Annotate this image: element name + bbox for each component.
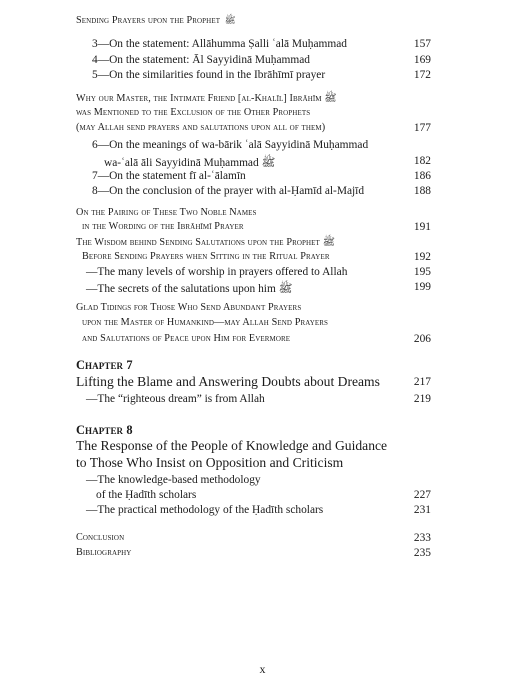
toc-entry[interactable] bbox=[0, 122, 525, 133]
running-head-title: Sending Prayers upon the Prophet bbox=[76, 15, 221, 26]
entry-text: in the Wording of the Ibrāhīmī Prayer bbox=[82, 221, 244, 232]
toc-entry bbox=[0, 139, 525, 151]
entry-text: 4—On the statement: Āl Sayyidinā Muḥammad bbox=[92, 54, 310, 66]
entry-text: 6—On the meanings of wa-bārik ʿalā Sayyidinā Muḥammad bbox=[92, 139, 369, 151]
entry-text: On the Pairing of These Two Noble Names bbox=[76, 207, 257, 218]
toc-entry[interactable] bbox=[0, 333, 525, 344]
toc-entry[interactable] bbox=[0, 489, 525, 501]
entry-text: —The knowledge-based methodology bbox=[86, 474, 261, 486]
entry-text: Bibliography bbox=[76, 547, 132, 558]
entry-text: —The many levels of worship in prayers offered to Allah bbox=[86, 266, 348, 278]
entry-text: —The practical methodology of the Ḥadīth scholars bbox=[86, 504, 324, 516]
entry-text: was Mentioned to the Exclusion of the Other Prophets bbox=[76, 107, 311, 118]
toc-entry bbox=[0, 107, 525, 118]
chapter-8-title-line1[interactable]: The Response of the People of Knowledge and Guidance bbox=[76, 438, 388, 453]
toc-entry[interactable] bbox=[0, 69, 525, 81]
entry-text: The Wisdom behind Sending Salutations upon the Prophet ﷺ bbox=[76, 237, 335, 248]
entry-page: 169 bbox=[413, 54, 431, 66]
toc-entry bbox=[0, 236, 525, 251]
entry-text: Before Sending Prayers when Sitting in the Ritual Prayer bbox=[82, 251, 330, 262]
toc-entry-bibliography[interactable] bbox=[0, 547, 525, 558]
entry-text: 5—On the similarities found in the Ibrāhīmī prayer bbox=[92, 69, 326, 81]
toc-entry[interactable] bbox=[0, 221, 525, 232]
entry-text: of the Ḥadīth scholars bbox=[96, 489, 197, 501]
entry-page: 231 bbox=[413, 504, 431, 516]
toc-entry[interactable] bbox=[0, 54, 525, 66]
toc-entry[interactable] bbox=[0, 393, 525, 405]
entry-page: 199 bbox=[413, 281, 431, 293]
entry-page: 219 bbox=[413, 393, 431, 405]
toc-entry bbox=[0, 302, 525, 313]
toc-entry[interactable] bbox=[0, 281, 525, 298]
entry-page: 186 bbox=[413, 170, 431, 182]
toc-entry bbox=[0, 317, 525, 328]
page-number: x bbox=[259, 662, 266, 676]
entry-text: Why our Master, the Intimate Friend [al-Khalīl] Ibrāhīm ﷺ bbox=[76, 93, 337, 104]
entry-text: upon the Master of Humankind—may Allah Send Prayers bbox=[82, 317, 329, 328]
toc-entry[interactable] bbox=[0, 266, 525, 278]
toc-entry[interactable] bbox=[0, 185, 525, 197]
toc-entry[interactable] bbox=[0, 251, 525, 262]
entry-text: 3—On the statement: Allāhumma Ṣalli ʿalā Muḥammad bbox=[92, 38, 347, 50]
entry-page: 227 bbox=[413, 489, 431, 501]
chapter-7-title[interactable]: Lifting the Blame and Answering Doubts about Dreams bbox=[76, 374, 380, 389]
seal-glyph-icon: ﷺ bbox=[224, 15, 236, 25]
toc-entry bbox=[0, 474, 525, 486]
entry-page: 182 bbox=[413, 155, 431, 167]
entry-text: Glad Tidings for Those Who Send Abundant Prayers bbox=[76, 302, 302, 313]
chapter-8-label: Chapter 8 bbox=[76, 423, 133, 437]
entry-text: wa-ʿalā āli Sayyidinā Muḥammad ﷺ bbox=[104, 157, 276, 169]
entry-page: 192 bbox=[413, 251, 431, 263]
entry-page: 191 bbox=[413, 221, 431, 233]
entry-text: Conclusion bbox=[76, 532, 125, 543]
entry-page: 177 bbox=[413, 122, 431, 134]
toc-entry bbox=[0, 207, 525, 218]
chapter-7-label: Chapter 7 bbox=[76, 358, 133, 372]
chapter-8-title-line2[interactable]: to Those Who Insist on Opposition and Criticism bbox=[76, 455, 344, 470]
entry-text: and Salutations of Peace upon Him for Evermore bbox=[82, 333, 291, 344]
toc-entry-conclusion[interactable] bbox=[0, 532, 525, 543]
running-head bbox=[76, 14, 236, 28]
entry-text: —The “righteous dream” is from Allah bbox=[86, 393, 265, 405]
entry-page: 195 bbox=[413, 266, 431, 278]
toc-entry bbox=[0, 92, 525, 107]
entry-text: 7—On the statement fī al-ʿālamīn bbox=[92, 170, 246, 182]
entry-page: 206 bbox=[413, 333, 431, 345]
entry-text: —The secrets of the salutations upon him ﷺ bbox=[86, 283, 293, 295]
entry-page: 172 bbox=[413, 69, 431, 81]
toc-entry[interactable] bbox=[0, 170, 525, 182]
toc-entry[interactable] bbox=[0, 504, 525, 516]
entry-page: 235 bbox=[413, 547, 431, 559]
entry-page: 157 bbox=[413, 38, 431, 50]
entry-page: 233 bbox=[413, 532, 431, 544]
entry-page: 188 bbox=[413, 185, 431, 197]
entry-text: (may Allah send prayers and salutations upon all of them) bbox=[76, 122, 326, 133]
toc-entry[interactable] bbox=[0, 38, 525, 50]
entry-text: 8—On the conclusion of the prayer with al-Ḥamīd al-Majīd bbox=[92, 185, 365, 197]
chapter-7-page: 217 bbox=[413, 376, 431, 388]
